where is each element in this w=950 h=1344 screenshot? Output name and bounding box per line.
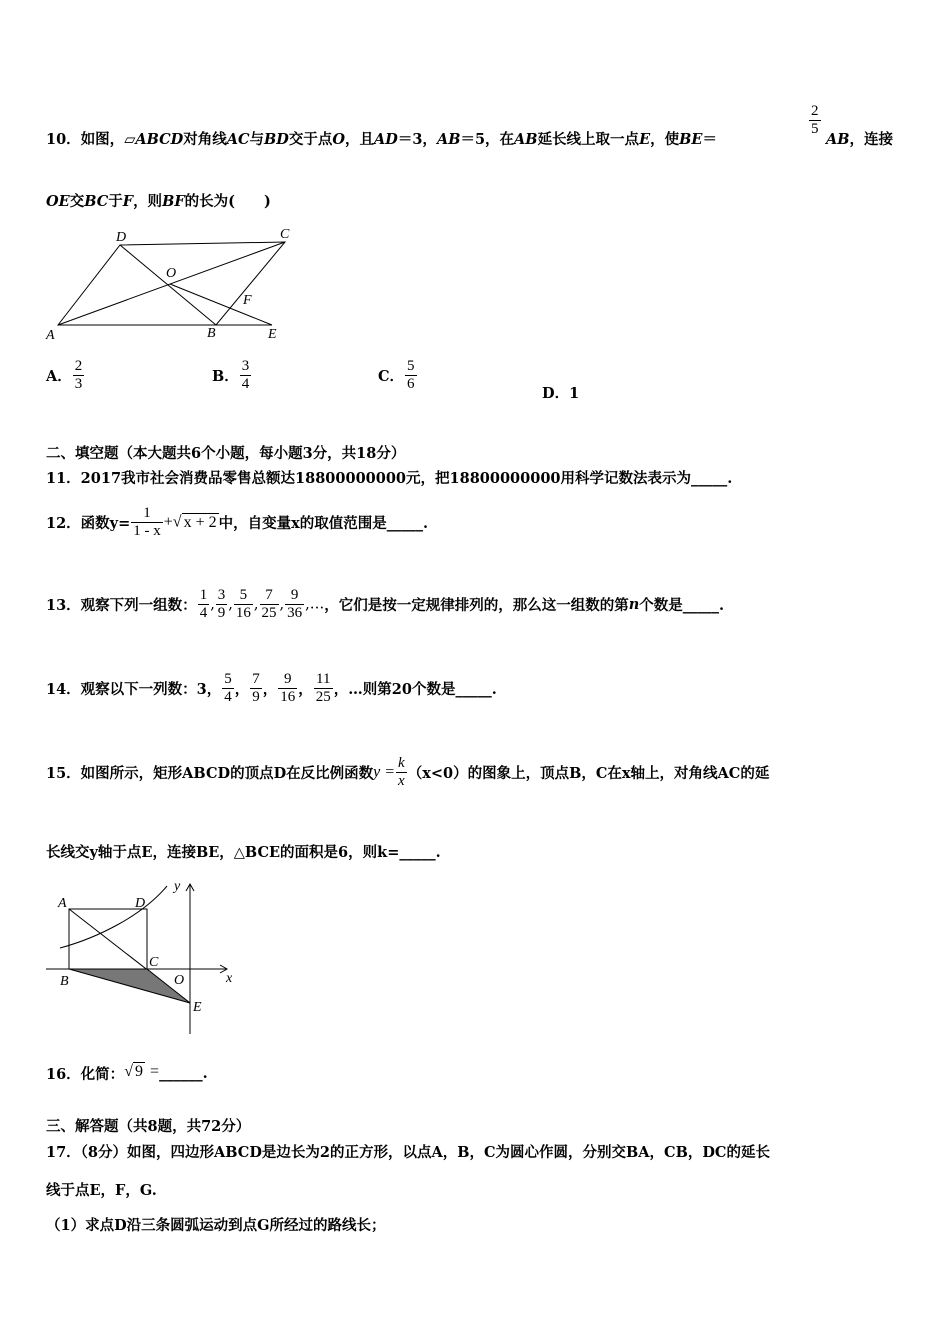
option-c[interactable]: C． $\frac{5}{6}$ <box>378 358 415 392</box>
section3-title: 三、解答题（共8题，共72分） <box>46 1118 251 1135</box>
label-e: E <box>268 327 277 342</box>
label-d: D <box>116 230 127 245</box>
label-c: C <box>280 227 290 242</box>
option-d[interactable]: D．1 <box>542 385 580 402</box>
q17-line1: 17．（8分）如图，四边形ABCD是边长为2的正方形，以点A，B，C为圆心作圆，分别交BA，CB，DC的延长 <box>46 1144 770 1161</box>
parallelogram-symbol: ▱ <box>124 131 136 148</box>
q15-line1: 15．如图所示，矩形ABCD的顶点D在反比例函数y = $\frac{k}{x}$ （x<0）的图象上，顶点B，C在x轴上，对角线AC的延 <box>46 755 770 789</box>
q10-line1: 10．如图，▱ABCD对角线AC与BD交于点O，且AD＝3，AB＝5，在AB延长线上取一点E，使BE＝ <box>46 131 717 148</box>
label-o: O <box>166 266 177 281</box>
q14: 14．观察以下一列数：3， $\frac{5}{4}$ ， $\frac{7}{9}$ ， $\frac{9}{16}$ ， $\frac{11}{25}$ ，…则第20个数是_____. <box>46 671 497 705</box>
label-y: y <box>174 879 181 894</box>
section2-title: 二、填空题（本大题共6个小题，每小题3分，共18分） <box>46 445 406 462</box>
q17-line3: （1）求点D沿三条圆弧运动到点G所经过的路线长； <box>46 1217 386 1234</box>
parallelogram-figure <box>40 222 310 347</box>
q15-line2: 长线交y轴于点E，连接BE，△BCE的面积是6，则k=_____. <box>46 844 441 861</box>
hyperbola-curve <box>60 886 167 948</box>
label-e: E <box>193 1000 202 1015</box>
q12: 12．函数y= $\frac{1}{1 - x}$ +√ x + 2 中，自变量x的取值范围是_____. <box>46 505 429 539</box>
q16: 16．化简：√ 9 =______. <box>46 1063 208 1083</box>
label-x: x <box>226 971 233 986</box>
label-o: O <box>174 973 185 988</box>
label-a: A <box>58 896 67 911</box>
label-f: F <box>243 293 252 308</box>
label-b: B <box>60 974 69 989</box>
q17-line2: 线于点E，F，G. <box>46 1182 157 1199</box>
triangle-bce <box>69 969 190 1003</box>
q11: 11．2017我市社会消费品零售总额达18800000000元，把18800000000用科学记数法表示为_____. <box>46 470 733 487</box>
label-c: C <box>149 955 159 970</box>
q10-line2: OE交BC于F，则BF的长为( ) <box>46 193 271 210</box>
diagonal-bd <box>120 245 216 325</box>
option-b[interactable]: B． $\frac{3}{4}$ <box>212 358 250 392</box>
rectangle-hyperbola-figure <box>42 876 242 1038</box>
q10-fraction: $\frac{2}{5}$ <box>811 103 819 137</box>
q13: 13．观察下列一组数： $\frac{1}{4}$ , $\frac{3}{9}$ , $\frac{5}{16}$ , $\frac{7}{25}$ , $\frac{9}{36}$ ,…，它们是按一定规律排列的，那么这一组数的第n个数是_____. <box>46 587 725 621</box>
label-a: A <box>46 328 55 343</box>
q10-line1-end: AB，连接 <box>826 131 894 148</box>
label-b: B <box>207 326 216 341</box>
label-d: D <box>135 896 146 911</box>
option-a[interactable]: A． $\frac{2}{3}$ <box>46 358 83 392</box>
